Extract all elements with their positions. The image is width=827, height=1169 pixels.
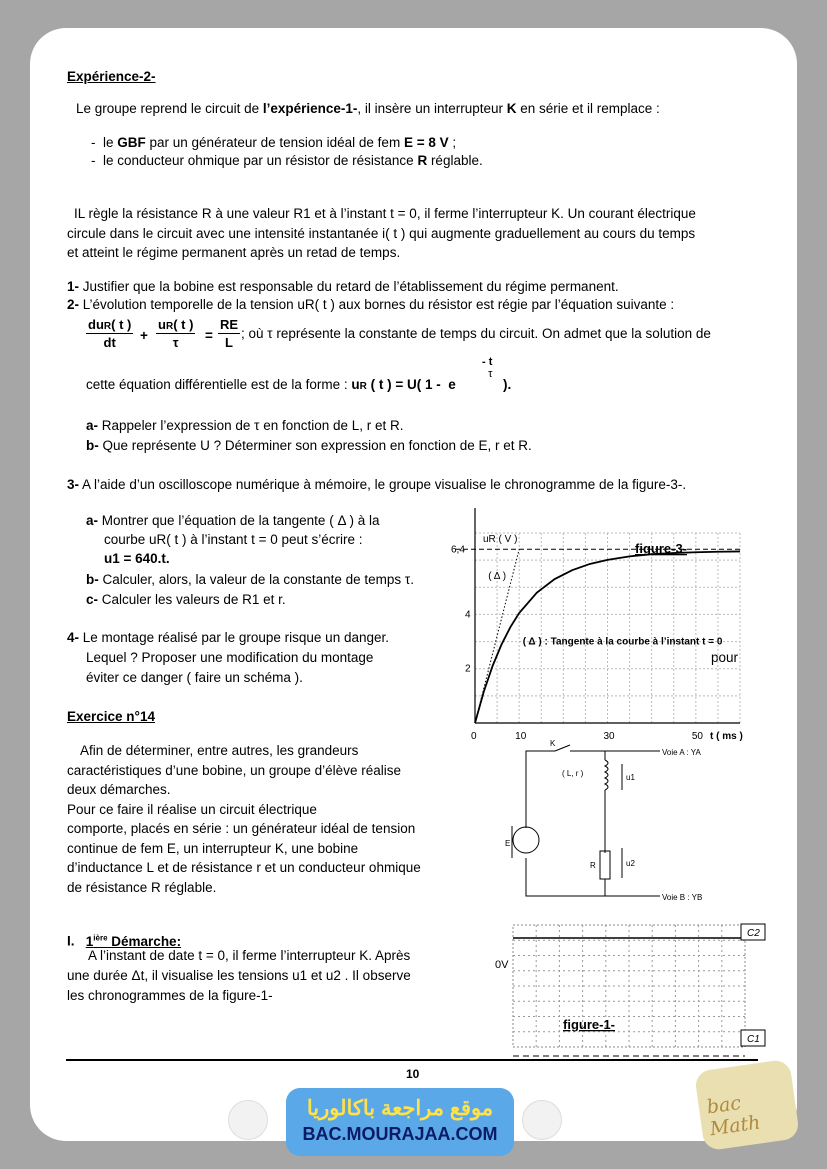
fraction-re-l: $\frac{RE}{L}$	[220, 317, 239, 350]
ex14-paragraph-line: comporte, placés en série : un générateur idéal de tension	[67, 821, 416, 836]
circuit-u1-label: u1	[626, 773, 635, 782]
ex14-paragraph-line: Pour ce faire il réalise un circuit électrique	[67, 801, 317, 817]
circuit-r-label: R	[590, 861, 596, 870]
demarche-1-heading: I. $1^{ière}$ Démarche:	[67, 933, 182, 949]
footer-rule	[66, 1059, 758, 1061]
demarche-1-line-1: A l’instant de date t = 0, il ferme l’interrupteur K. Après	[88, 948, 411, 963]
solution-form: cette équation différentielle est de la forme : uR ( t ) = U( 1 - e	[86, 377, 456, 392]
figure-1-chart	[435, 890, 765, 1050]
c2-label: C2	[747, 928, 760, 939]
site-logo-url: BAC.MOURAJAA.COM	[302, 1124, 498, 1144]
exp2-paragraph-line-2: circule dans le circuit avec une intensité instantanée i( t ) qui augmente graduellement au cours du temps	[67, 226, 696, 241]
exp2-intro: Le groupe reprend le circuit de l’expérience-1-, il insère un interrupteur K en série et il remplace :	[76, 101, 660, 116]
c1-label: C1	[747, 1034, 760, 1045]
question-4-line-3: éviter ce danger ( faire un schéma ).	[86, 670, 303, 685]
figure-3-title: figure-3-	[635, 541, 687, 556]
tangent-label: ( Δ ) : Tangente à la courbe à l’instant t = 0	[522, 636, 723, 648]
x-tick-label: 10	[515, 731, 527, 742]
question-3a-line-2: courbe uR( t ) à l’instant t = 0 peut s’écrire :	[104, 532, 363, 547]
x-tick-label: 0	[471, 731, 477, 742]
equals-sign: =	[205, 328, 213, 343]
bac-math-logo: bac Math	[694, 1059, 800, 1152]
question-1: 1- Justifier que la bobine est responsable du retard de l’établissement du régime permanent.	[67, 279, 619, 294]
exponent: - t τ	[482, 356, 493, 380]
y-tick-label: 2	[465, 663, 471, 675]
circuit-voie-b-label: Voie B : YB	[662, 893, 703, 902]
question-3a-line-1: a- Montrer que l’équation de la tangente ( Δ ) à la	[86, 513, 380, 528]
circuit-e-label: E	[505, 839, 511, 848]
ex14-paragraph-line: continue de fem E, un interrupteur K, une bobine	[67, 840, 359, 856]
x-tick-label: 30	[603, 731, 615, 742]
question-4-line-2: Lequel ? Proposer une modification du montage	[86, 650, 374, 665]
ex14-paragraph-line: caractéristiques d’une bobine, un groupe d’élève réalise	[67, 762, 401, 778]
ex14-paragraph-line: deux démarches.	[67, 782, 171, 797]
question-3b: b- Calculer, alors, la valeur de la constante de temps τ.	[86, 572, 415, 587]
question-4-line-1: 4- Le montage réalisé par le groupe risque un danger.	[67, 630, 389, 645]
question-2b: b- Que représente U ? Déterminer son expression en fonction de E, r et R.	[86, 438, 532, 453]
circuit-voie-a-label: Voie A : YA	[662, 748, 701, 757]
exp2-title: Expérience-2-	[67, 69, 156, 84]
plus-sign: +	[140, 328, 148, 343]
ex14-paragraph-line: de résistance R réglable.	[67, 879, 217, 895]
question-3: 3- A l’aide d’un oscilloscope numérique à mémoire, le groupe visualise le chronogramme de la figure-3-.	[67, 477, 687, 492]
ex14-paragraph-line: Afin de déterminer, entre autres, les grandeurs	[80, 743, 359, 758]
ex14-title: Exercice n°14	[67, 709, 155, 724]
question-2: 2- L’évolution temporelle de la tension uR( t ) aux bornes du résistor est régie par l’équation suivante :	[67, 297, 675, 312]
page-number: 10	[406, 1067, 420, 1081]
exp2-paragraph-line-3: et atteint le régime permanent après un retad de temps.	[67, 245, 401, 260]
question-3a-line-3: u1 = 640.t.	[104, 551, 170, 566]
tangent-tag: ( Δ )	[488, 571, 507, 583]
exp2-list-item-2: - le conducteur ohmique par un résistor de résistance R réglable.	[91, 153, 483, 168]
equation-followup: ; où τ représente la constante de temps du circuit. On admet que la solution de	[241, 326, 711, 341]
y-axis-label: uR ( V )	[483, 534, 518, 545]
site-logo[interactable]	[286, 1088, 514, 1156]
ex14-paragraph-line: d’inductance L et de résistance r et un conducteur ohmique	[67, 860, 421, 875]
demarche-1-line-3: les chronogrammes de la figure-1-	[67, 988, 273, 1003]
fraction-u-tau: $\frac{uR( t )}{\tau}$	[158, 317, 194, 350]
zero-volt-label: 0V	[495, 959, 509, 971]
left-round-logo	[228, 1100, 268, 1140]
fraction-du-dt: duR( t ) dt	[88, 317, 132, 350]
right-round-logo	[522, 1100, 562, 1140]
exp2-paragraph-line-1: IL règle la résistance R à une valeur R1 et à l’instant t = 0, il ferme l’interrupteur K. Un courant électrique	[74, 206, 696, 221]
question-3c: c- Calculer les valeurs de R1 et r.	[86, 592, 286, 607]
circuit-coil-label: ( L, r )	[562, 769, 584, 778]
circuit-u2-label: u2	[626, 859, 635, 868]
y-tick-label: 6,4	[451, 544, 465, 556]
solution-close: ).	[503, 377, 512, 392]
circuit-k-label: K	[550, 739, 556, 748]
question-4-line-2-end: pour	[711, 650, 739, 665]
figure-1-title: figure-1-	[563, 1017, 615, 1032]
site-logo-arabic: موقع مراجعة باكالوريا	[306, 1097, 494, 1120]
y-tick-label: 4	[465, 609, 471, 621]
figure-3-chart	[400, 498, 743, 748]
exp2-list-item-1: - le GBF par un générateur de tension idéal de fem E = 8 V ;	[91, 135, 457, 150]
demarche-1-line-2: une durée Δt, il visualise les tensions u1 et u2 . Il observe	[67, 968, 411, 983]
question-2a: a- Rappeler l’expression de τ en fonction de L, r et R.	[86, 418, 404, 433]
x-axis-label: t ( ms )	[710, 731, 743, 742]
document-page	[30, 28, 797, 1144]
circuit-diagram	[470, 739, 710, 902]
x-tick-label: 50	[691, 731, 703, 742]
